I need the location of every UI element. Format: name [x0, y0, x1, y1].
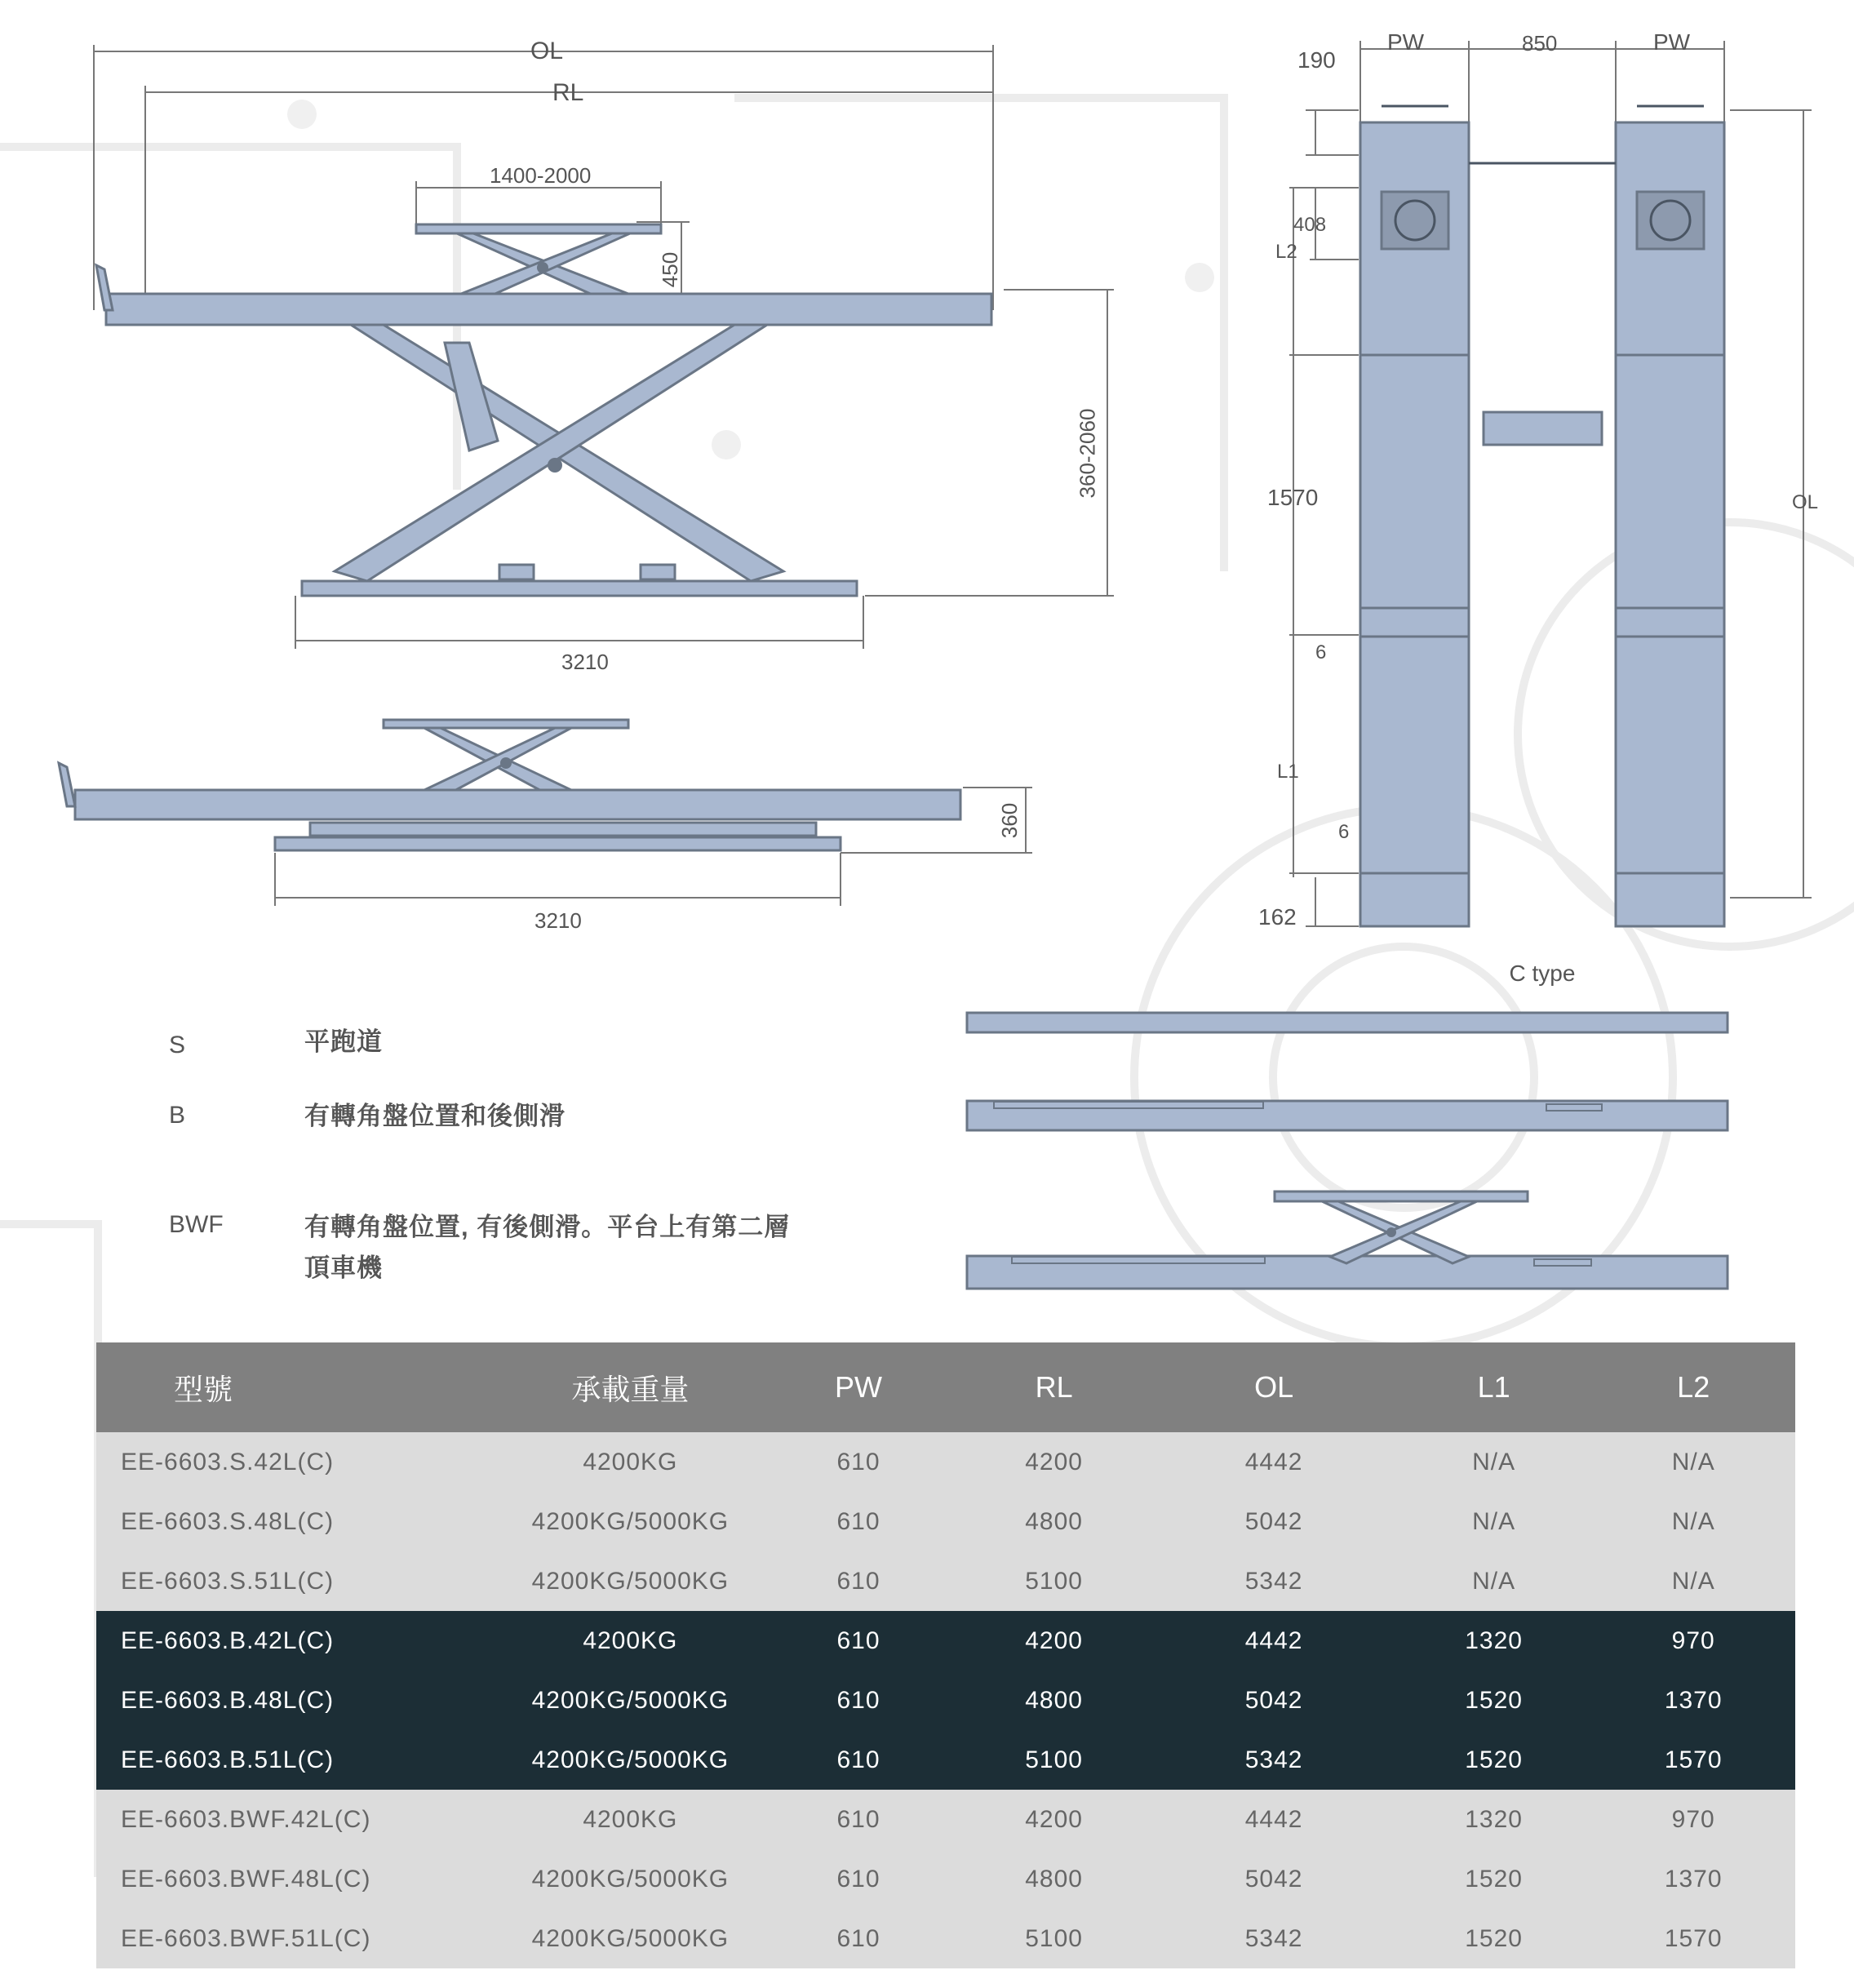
spec-table — [96, 1342, 1795, 1968]
label-platform-range: 1400-2000 — [490, 163, 592, 188]
header-l1: L1 — [1396, 1342, 1592, 1432]
table-row — [96, 1432, 1795, 1492]
label-turntable: 408 — [1293, 214, 1327, 236]
cell-l2: 1370 — [1591, 1671, 1795, 1730]
cell-l2: N/A — [1591, 1492, 1795, 1551]
cell-l2: 1570 — [1591, 1909, 1795, 1968]
cell-l2: 1370 — [1591, 1849, 1795, 1909]
cell-l1: N/A — [1396, 1432, 1592, 1492]
cell-pw: 610 — [761, 1671, 956, 1730]
cell-model: EE-6603.BWF.42L(C) — [96, 1790, 499, 1849]
cell-l2: N/A — [1591, 1551, 1795, 1611]
cell-model: EE-6603.BWF.51L(C) — [96, 1909, 499, 1968]
cell-rl: 4800 — [956, 1492, 1152, 1551]
table-row — [96, 1671, 1795, 1730]
legend-text-bwf-line2: 頂車機 — [304, 1254, 383, 1282]
type-drawings — [938, 996, 1754, 1306]
cell-model: EE-6603.S.51L(C) — [96, 1551, 499, 1611]
cell-load: 4200KG/5000KG — [499, 1849, 761, 1909]
cell-load: 4200KG/5000KG — [499, 1730, 761, 1790]
label-base-length: 3210 — [561, 650, 609, 674]
table-row — [96, 1909, 1795, 1968]
table-row — [96, 1790, 1795, 1849]
label-mid-length: 1570 — [1267, 485, 1319, 510]
cell-ol: 5342 — [1151, 1551, 1395, 1611]
label-ol-right: OL — [1792, 491, 1819, 513]
label-closed-height: 360 — [997, 802, 1022, 839]
cell-l1: N/A — [1396, 1551, 1592, 1611]
cell-l2: 970 — [1591, 1611, 1795, 1671]
legend-text-s: 平跑道 — [304, 1027, 383, 1056]
header-pw: PW — [761, 1342, 956, 1432]
cell-ol: 4442 — [1151, 1432, 1395, 1492]
cell-model: EE-6603.B.51L(C) — [96, 1730, 499, 1790]
cell-l1: 1520 — [1396, 1849, 1592, 1909]
cell-ol: 5342 — [1151, 1909, 1395, 1968]
label-pw-right: PW — [1653, 29, 1691, 55]
legend-text-bwf: 有轉角盤位置, 有後側滑。平台上有第二層 — [304, 1213, 791, 1241]
cell-model: EE-6603.S.48L(C) — [96, 1492, 499, 1551]
cell-l2: 1570 — [1591, 1730, 1795, 1790]
cell-rl: 4200 — [956, 1790, 1152, 1849]
header-model: 型號 — [96, 1342, 499, 1432]
label-pw-left: PW — [1387, 29, 1425, 55]
cell-load: 4200KG/5000KG — [499, 1492, 761, 1551]
cell-ol: 5342 — [1151, 1730, 1395, 1790]
cell-model: EE-6603.S.42L(C) — [96, 1432, 499, 1492]
cell-ol: 5042 — [1151, 1671, 1395, 1730]
cell-ol: 4442 — [1151, 1611, 1395, 1671]
cell-rl: 4200 — [956, 1611, 1152, 1671]
cell-pw: 610 — [761, 1730, 956, 1790]
cell-l2: N/A — [1591, 1432, 1795, 1492]
table-row — [96, 1611, 1795, 1671]
cell-l1: 1320 — [1396, 1790, 1592, 1849]
cell-l1: 1320 — [1396, 1611, 1592, 1671]
cell-load: 4200KG/5000KG — [499, 1671, 761, 1730]
table-header-row — [96, 1342, 1795, 1432]
cell-l2: 970 — [1591, 1790, 1795, 1849]
cell-load: 4200KG/5000KG — [499, 1551, 761, 1611]
cell-ol: 5042 — [1151, 1849, 1395, 1909]
label-gap: 850 — [1522, 31, 1558, 55]
header-l2: L2 — [1591, 1342, 1795, 1432]
cell-pw: 610 — [761, 1551, 956, 1611]
cell-rl: 5100 — [956, 1730, 1152, 1790]
legend-code-s: S — [169, 1032, 186, 1058]
table-row — [96, 1849, 1795, 1909]
cell-rl: 4800 — [956, 1671, 1152, 1730]
legend-code-bwf: BWF — [169, 1211, 224, 1238]
label-lift-height: 360-2060 — [1075, 408, 1100, 499]
cell-model: EE-6603.B.42L(C) — [96, 1611, 499, 1671]
cell-load: 4200KG — [499, 1790, 761, 1849]
label-bottom-offset: 162 — [1258, 904, 1297, 930]
cell-load: 4200KG — [499, 1432, 761, 1492]
legend-text-b: 有轉角盤位置和後側滑 — [304, 1102, 566, 1130]
cell-pw: 610 — [761, 1492, 956, 1551]
label-ol-top: OL — [530, 38, 564, 64]
label-gap-upper: 6 — [1315, 641, 1327, 663]
table-row — [96, 1551, 1795, 1611]
cell-pw: 610 — [761, 1849, 956, 1909]
table-row — [96, 1492, 1795, 1551]
cell-ol: 5042 — [1151, 1492, 1395, 1551]
label-closed-base: 3210 — [534, 908, 582, 933]
cell-rl: 4200 — [956, 1432, 1152, 1492]
cell-load: 4200KG — [499, 1611, 761, 1671]
cell-l1: 1520 — [1396, 1909, 1592, 1968]
label-rl: RL — [552, 79, 584, 106]
cell-pw: 610 — [761, 1909, 956, 1968]
header-ol: OL — [1151, 1342, 1395, 1432]
cell-l1: 1520 — [1396, 1730, 1592, 1790]
label-top-offset: 190 — [1297, 47, 1336, 73]
cell-load: 4200KG/5000KG — [499, 1909, 761, 1968]
cell-pw: 610 — [761, 1790, 956, 1849]
label-l2: L2 — [1275, 241, 1297, 263]
label-gap-lower: 6 — [1338, 821, 1350, 843]
cell-pw: 610 — [761, 1611, 956, 1671]
cell-rl: 4800 — [956, 1849, 1152, 1909]
c-type-caption: C type — [1509, 961, 1576, 986]
cell-model: EE-6603.BWF.48L(C) — [96, 1849, 499, 1909]
label-l1: L1 — [1277, 761, 1299, 783]
header-rl: RL — [956, 1342, 1152, 1432]
legend-code-b: B — [169, 1102, 186, 1129]
table-row — [96, 1730, 1795, 1790]
cell-model: EE-6603.B.48L(C) — [96, 1671, 499, 1730]
cell-rl: 5100 — [956, 1909, 1152, 1968]
header-load: 承載重量 — [499, 1342, 761, 1432]
cell-l1: N/A — [1396, 1492, 1592, 1551]
cell-l1: 1520 — [1396, 1671, 1592, 1730]
cell-pw: 610 — [761, 1432, 956, 1492]
label-platform-height: 450 — [658, 251, 683, 288]
cell-ol: 4442 — [1151, 1790, 1395, 1849]
cell-rl: 5100 — [956, 1551, 1152, 1611]
